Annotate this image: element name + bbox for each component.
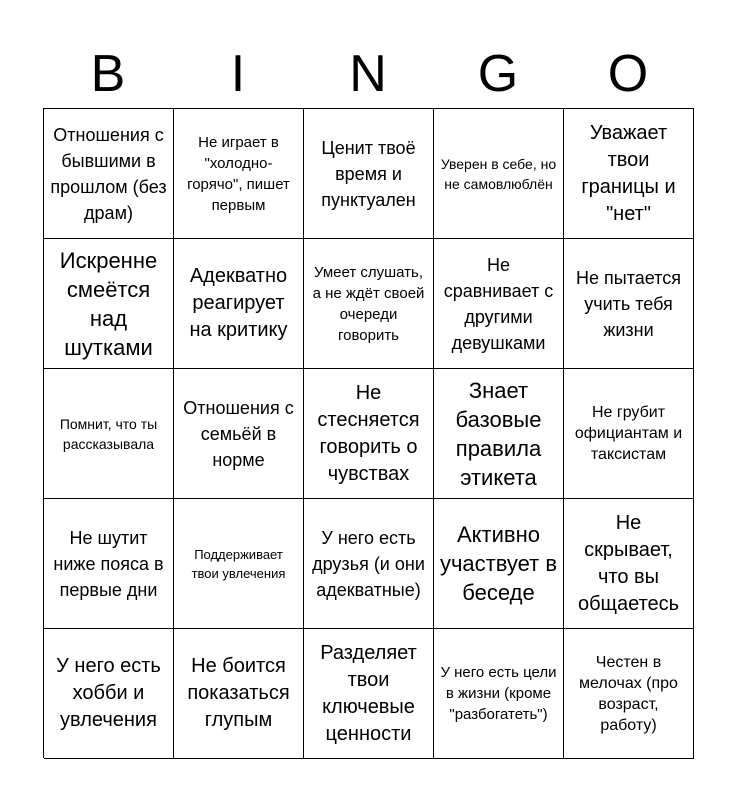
cell-text: Не грубит официантам и таксистам [574,404,683,463]
cell-text: Отношения с семьёй в норме [183,397,294,470]
bingo-cell[interactable] [434,629,564,759]
header-letter-n: N [349,45,387,103]
cell-text: Искренне смеётся над шутками [59,247,158,360]
bingo-cell[interactable] [304,499,434,629]
bingo-cell[interactable] [304,369,434,499]
cell-text: Уважает твои границы и "нет" [581,121,676,225]
cell-text: Честен в мелочах (про возраст, работу) [579,653,678,734]
bingo-cell[interactable] [564,109,694,239]
bingo-cell[interactable] [174,109,304,239]
bingo-cell[interactable] [44,629,174,759]
cell-text: Адекватно реагирует на критику [189,265,288,341]
cell-text: Не боится показаться глупым [187,655,290,731]
bingo-cell[interactable] [564,239,694,369]
bingo-cell[interactable] [174,369,304,499]
cell-text: Не шутит ниже пояса в первые дни [53,527,164,600]
cell-text: Не стесняется говорить о чувствах [317,381,420,485]
cell-text: Разделяет твои ключевые ценности [320,641,417,745]
bingo-cell[interactable] [434,109,564,239]
bingo-header [43,40,693,108]
bingo-cell[interactable] [434,369,564,499]
bingo-cell[interactable] [564,369,694,499]
cell-text: Поддерживает твои увлечения [191,546,286,581]
cell-text: У него есть хобби и увлечения [56,655,161,731]
cell-text: Не играет в "холодно-горячо", пишет первым [187,133,290,214]
cell-text: Ценит твоё время и пунктуален [321,137,416,210]
header-letter-g: G [477,45,519,103]
bingo-cell[interactable] [174,239,304,369]
cell-text: Умеет слушать, а не ждёт своей очереди говорить [312,263,425,344]
cell-text: Не сравнивает с другими девушками [443,254,554,353]
bingo-cell[interactable] [304,629,434,759]
bingo-card-grid [43,108,694,758]
cell-text: У него есть друзья (и они адекватные) [312,527,425,600]
bingo-cell[interactable] [564,629,694,759]
bingo-cell[interactable] [174,629,304,759]
cell-text: Активно участвует в беседе [439,522,558,605]
bingo-cell[interactable] [44,499,174,629]
bingo-cell[interactable] [44,369,174,499]
cell-text: Не скрывает, что вы общаетесь [577,511,680,615]
cell-text: Уверен в себе, но не самовлюблён [440,155,557,192]
header-letter-b: B [90,45,126,103]
cell-text: Отношения с бывшими в прошлом (без драм) [50,124,167,223]
header-letter-i: I [230,45,246,103]
bingo-cell[interactable] [564,499,694,629]
cell-text: Не пытается учить тебя жизни [576,267,681,340]
bingo-cell[interactable] [304,239,434,369]
cell-text: Знает базовые правила этикета [455,377,542,490]
cell-text: Помнит, что ты рассказывала [59,415,158,452]
bingo-cell[interactable] [434,499,564,629]
bingo-cell[interactable] [44,239,174,369]
bingo-cell[interactable] [434,239,564,369]
header-letter-o: O [607,45,649,103]
bingo-cell[interactable] [304,109,434,239]
bingo-cell[interactable] [174,499,304,629]
cell-text: У него есть цели в жизни (кроме "разбогатеть") [440,664,557,723]
bingo-cell[interactable] [44,109,174,239]
